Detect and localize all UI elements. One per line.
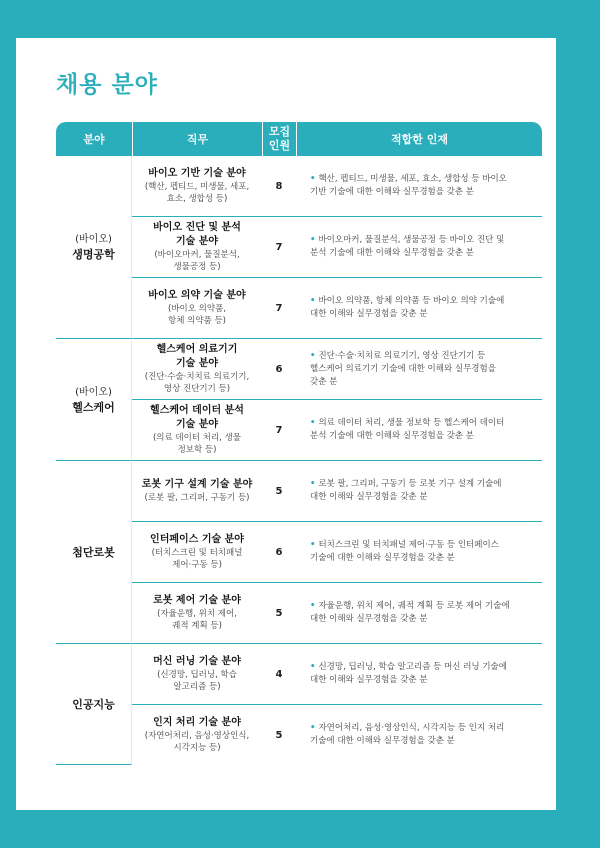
duty-cell xyxy=(132,644,262,705)
duty-cell xyxy=(132,461,262,522)
talent-text: 진단·수술·치치료 의료기기, 영상 진단기기 등 xyxy=(318,350,486,361)
duty-name: 헬스케어 의료기기 xyxy=(156,344,238,355)
duty-detail: (자율운행, 위치 제어, xyxy=(157,609,237,619)
table-row xyxy=(56,339,542,400)
duty-cell xyxy=(132,217,262,278)
bullet-icon: • xyxy=(310,235,316,245)
duty-name: 기술 분야 xyxy=(175,419,219,430)
recruit-count: 6 xyxy=(262,339,296,400)
talent-line xyxy=(310,552,530,565)
recruit-count: 7 xyxy=(262,278,296,339)
bullet-icon: • xyxy=(310,479,316,489)
duty-detail: (바이오마커, 물질분석, xyxy=(154,250,240,260)
bullet-icon: • xyxy=(310,723,316,733)
talent-cell xyxy=(296,705,542,765)
page-title: 채용 분야 xyxy=(56,72,158,98)
recruit-count: 6 xyxy=(262,522,296,583)
talent-text: 의료 데이터 처리, 생물 정보학 등 헬스케어 데이터 xyxy=(318,418,505,428)
talent-text: 기술에 대한 이해와 실무경험을 갖춘 분 xyxy=(310,553,455,563)
duty-cell xyxy=(132,522,262,583)
field-name: 생명공학 xyxy=(72,248,115,261)
talent-text: 분석 기술에 대한 이해와 실무경험을 갖춘 분 xyxy=(310,248,475,258)
bullet-icon: • xyxy=(310,540,316,550)
talent-text: 갖춘 분 xyxy=(310,376,338,387)
duty-name: 인터페이스 기술 분야 xyxy=(150,534,244,545)
duty-detail: 시각지능 등) xyxy=(173,743,221,753)
table-row xyxy=(56,156,542,217)
duty-detail: 궤적 계획 등) xyxy=(172,621,222,631)
talent-text: 대한 이해와 실무경험을 갖춘 분 xyxy=(310,675,428,685)
talent-cell xyxy=(296,156,542,217)
field-prefix: (바이오) xyxy=(75,386,112,398)
talent-line xyxy=(310,600,530,613)
talent-line xyxy=(310,613,530,626)
talent-text: 기술에 대한 이해와 실무경험을 갖춘 분 xyxy=(310,736,455,746)
talent-line xyxy=(310,173,530,186)
field-cell xyxy=(56,461,132,644)
duty-detail: (터치스크린 및 터치패널 xyxy=(151,548,243,558)
talent-text: 헬스케어 의료기기 기술에 대한 이해와 실무경험을 xyxy=(310,363,496,374)
duty-detail: 알고리즘 등) xyxy=(173,682,221,692)
table-row xyxy=(56,644,542,705)
duty-cell xyxy=(132,339,262,400)
duty-cell xyxy=(132,278,262,339)
document-page xyxy=(16,38,556,810)
talent-line xyxy=(310,722,530,735)
duty-name: 머신 러닝 기술 분야 xyxy=(153,656,241,667)
recruitment-table xyxy=(56,122,542,765)
duty-detail: 항체 의약품 등) xyxy=(168,316,226,326)
duty-detail: (바이오 의약품, xyxy=(168,304,226,314)
duty-cell xyxy=(132,583,262,644)
duty-name: 헬스케어 데이터 분석 xyxy=(150,405,244,416)
bullet-icon: • xyxy=(310,296,316,306)
talent-text: 분석 기술에 대한 이해와 실무경험을 갖춘 분 xyxy=(310,431,475,441)
talent-text: 자율운행, 위치 제어, 궤적 계획 등 로봇 제어 기술에 xyxy=(318,601,510,611)
duty-detail: 제어·구동 등) xyxy=(172,560,222,570)
field-cell xyxy=(56,644,132,765)
talent-text: 자연어처리, 음성·영상인식, 시각지능 등 인지 처리 xyxy=(318,723,505,733)
talent-line xyxy=(310,350,530,363)
talent-line xyxy=(310,376,530,389)
talent-line xyxy=(310,735,530,748)
duty-detail: 생물공정 등) xyxy=(173,262,221,272)
duty-cell xyxy=(132,400,262,461)
table-row xyxy=(56,461,542,522)
talent-cell xyxy=(296,278,542,339)
duty-detail: (로봇 팔, 그리퍼, 구동기 등) xyxy=(144,493,250,503)
table-header-row xyxy=(56,122,542,156)
recruit-count: 8 xyxy=(262,156,296,217)
talent-line xyxy=(310,539,530,552)
field-name: 첨단로봇 xyxy=(72,545,115,559)
duty-name: 바이오 진단 및 분석 xyxy=(153,222,241,233)
field-prefix: (바이오) xyxy=(75,234,112,245)
duty-detail: 정보학 등) xyxy=(177,445,217,455)
talent-line xyxy=(310,417,530,430)
duty-name: 로봇 기구 설계 기술 분야 xyxy=(141,479,253,490)
talent-cell xyxy=(296,217,542,278)
talent-line xyxy=(310,674,530,687)
talent-line xyxy=(310,661,530,674)
talent-line xyxy=(310,186,530,199)
talent-line xyxy=(310,491,530,504)
talent-text: 대한 이해와 실무경험을 갖춘 분 xyxy=(310,614,428,624)
duty-detail: (신경망, 딥러닝, 학습 xyxy=(157,670,237,680)
recruit-count: 5 xyxy=(262,583,296,644)
talent-line xyxy=(310,478,530,491)
duty-name: 바이오 의약 기술 분야 xyxy=(148,290,246,301)
talent-cell xyxy=(296,522,542,583)
duty-name: 기술 분야 xyxy=(175,236,219,247)
talent-text: 핵산, 펩티드, 미생물, 세포, 효소, 생합성 등 바이오 xyxy=(318,174,507,184)
field-cell xyxy=(56,339,132,461)
talent-line xyxy=(310,247,530,260)
talent-line xyxy=(310,430,530,443)
talent-text: 터치스크린 및 터치패널 제어·구동 등 인터페이스 xyxy=(318,540,499,550)
header-recruit: 모집 인원 xyxy=(262,122,296,156)
talent-text: 신경망, 딥러닝, 학습 알고리즘 등 머신 러닝 기술에 xyxy=(318,662,507,672)
recruit-count: 7 xyxy=(262,217,296,278)
talent-cell xyxy=(296,400,542,461)
talent-text: 기반 기술에 대한 이해와 실무경험을 갖춘 분 xyxy=(310,187,475,197)
duty-name: 로봇 제어 기술 분야 xyxy=(153,595,241,606)
talent-line xyxy=(310,363,530,376)
duty-cell xyxy=(132,705,262,765)
duty-name: 인지 처리 기술 분야 xyxy=(153,717,241,728)
talent-text: 바이오마커, 물질분석, 생물공정 등 바이오 진단 및 xyxy=(318,235,505,245)
talent-cell xyxy=(296,644,542,705)
duty-detail: 영상 진단기기 등) xyxy=(163,384,231,394)
field-name: 헬스케어 xyxy=(72,400,115,414)
bullet-icon: • xyxy=(310,601,316,611)
talent-line xyxy=(310,295,530,308)
talent-text: 바이오 의약품, 항체 의약품 등 바이오 의약 기술에 xyxy=(318,296,505,306)
talent-text: 로봇 팔, 그리퍼, 구동기 등 로봇 기구 설계 기술에 xyxy=(318,479,502,489)
duty-cell xyxy=(132,156,262,217)
recruit-count: 4 xyxy=(262,644,296,705)
field-cell xyxy=(56,156,132,339)
talent-cell xyxy=(296,339,542,400)
duty-detail: (핵산, 펩티드, 미생물, 세포, xyxy=(144,182,250,192)
duty-name: 바이오 기반 기술 분야 xyxy=(148,168,246,179)
talent-cell xyxy=(296,461,542,522)
talent-cell xyxy=(296,583,542,644)
field-name: 인공지능 xyxy=(72,697,115,711)
header-duty: 직무 xyxy=(132,122,262,156)
duty-detail: 효소, 생합성 등) xyxy=(166,194,228,204)
header-field: 분야 xyxy=(56,122,132,156)
duty-detail: (진단·수술·치치료 의료기기, xyxy=(144,372,250,382)
bullet-icon: • xyxy=(310,350,316,361)
bullet-icon: • xyxy=(310,662,316,672)
recruit-count: 5 xyxy=(275,729,283,741)
bullet-icon: • xyxy=(310,174,316,184)
talent-text: 대한 이해와 실무경험을 갖춘 분 xyxy=(310,309,428,319)
duty-detail: (의료 데이터 처리, 생물 xyxy=(152,433,242,443)
recruit-count: 7 xyxy=(262,400,296,461)
talent-text: 대한 이해와 실무경험을 갖춘 분 xyxy=(310,492,428,502)
bullet-icon: • xyxy=(310,418,316,428)
header-talent: 적합한 인재 xyxy=(296,122,542,156)
talent-line xyxy=(310,234,530,247)
recruit-count: 5 xyxy=(262,461,296,522)
duty-detail: (자연어처리, 음성·영상인식, xyxy=(144,731,250,741)
talent-line xyxy=(310,308,530,321)
duty-name: 기술 분야 xyxy=(175,358,219,369)
